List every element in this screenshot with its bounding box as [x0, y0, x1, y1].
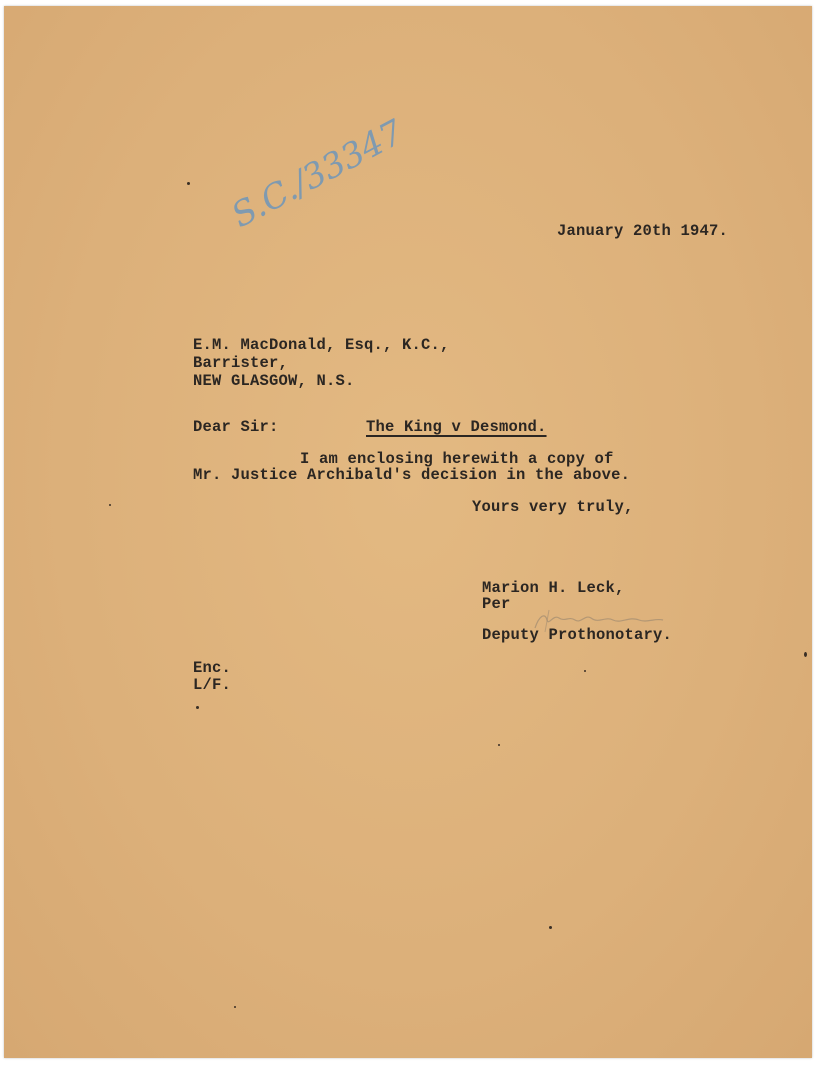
- paper-speck: [549, 926, 552, 929]
- paper-speck: [498, 744, 500, 746]
- body-line-1: I am enclosing herewith a copy of: [300, 450, 614, 468]
- paper-speck: [584, 670, 586, 672]
- paper-speck: [234, 1006, 236, 1008]
- enclosure-note: Enc.: [193, 659, 232, 677]
- closing: Yours very truly,: [472, 498, 634, 516]
- file-annotation-text: S.C./33347: [225, 112, 411, 236]
- signatory-name: Marion H. Leck,: [482, 579, 625, 597]
- letter-page: [4, 6, 812, 1058]
- subject-line: The King v Desmond.: [366, 418, 547, 436]
- recipient-location: NEW GLASGOW, N.S.: [193, 372, 355, 390]
- signatory-per: Per: [482, 595, 511, 613]
- paper-speck: [109, 504, 111, 506]
- paper-speck: [804, 652, 807, 657]
- letter-date: January 20th 1947.: [557, 222, 729, 240]
- file-annotation: [225, 112, 410, 236]
- paper-speck: [196, 706, 199, 709]
- paper-speck: [187, 182, 190, 185]
- signatory-title: Deputy Prothonotary.: [482, 626, 673, 644]
- body-line-2: Mr. Justice Archibald's decision in the above.: [193, 466, 631, 484]
- recipient-title: Barrister,: [193, 354, 289, 372]
- reference-initials: L/F.: [193, 676, 232, 694]
- salutation: Dear Sir:: [193, 418, 279, 436]
- recipient-name: E.M. MacDonald, Esq., K.C.,: [193, 336, 450, 354]
